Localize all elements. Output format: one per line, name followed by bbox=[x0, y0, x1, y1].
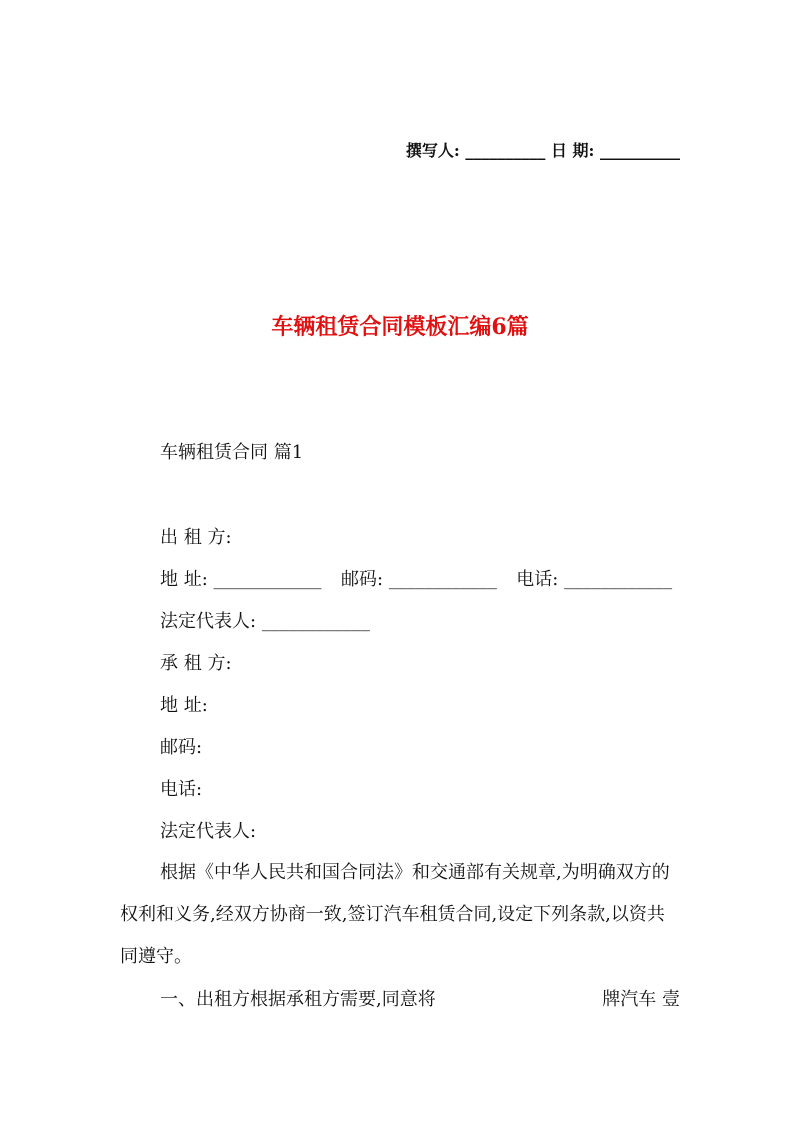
date-blank: __________ bbox=[600, 141, 680, 160]
lessee-address-label: 地 址: bbox=[160, 695, 208, 716]
author-blank: __________ bbox=[465, 141, 546, 160]
lessor-label: 出 租 方: bbox=[160, 527, 232, 548]
lessor-address-blank: ____________ bbox=[213, 569, 322, 590]
date-label: 日 期: bbox=[550, 141, 595, 160]
section-heading: 车辆租赁合同 篇1 bbox=[160, 442, 304, 463]
lessor-zip-label: 邮码: bbox=[341, 569, 384, 590]
author-label: 撰写人: bbox=[405, 141, 460, 160]
clause-1-end: 牌汽车 壹 bbox=[602, 989, 680, 1010]
lessor-phone-blank: ____________ bbox=[564, 569, 673, 590]
clause-1-start: 一、出租方根据承租方需要,同意将 bbox=[160, 989, 436, 1010]
lessee-label: 承 租 方: bbox=[160, 653, 232, 674]
lessor-contact-row bbox=[160, 568, 672, 592]
lessee-rep-label: 法定代表人: bbox=[160, 821, 257, 842]
document-title: 车辆租赁合同模板汇编6篇 bbox=[271, 314, 529, 340]
preamble-paragraph: 根据《中华人民共和国合同法》和交通部有关规章,为明确双方的权利和义务,经双方协商一致,签订汽车租赁合同,设定下列条款,以资共同遵守。 bbox=[120, 862, 670, 967]
lessor-rep-blank: ____________ bbox=[261, 611, 370, 632]
lessor-rep-row bbox=[160, 610, 370, 634]
lessor-rep-label: 法定代表人: bbox=[160, 611, 257, 632]
lessor-phone-label: 电话: bbox=[516, 569, 559, 590]
lessee-zip-label: 邮码: bbox=[160, 737, 203, 758]
author-date-header bbox=[406, 139, 680, 163]
lessor-address-label: 地 址: bbox=[160, 569, 208, 590]
lessee-phone-label: 电话: bbox=[160, 779, 203, 800]
lessor-zip-blank: ____________ bbox=[388, 569, 497, 590]
